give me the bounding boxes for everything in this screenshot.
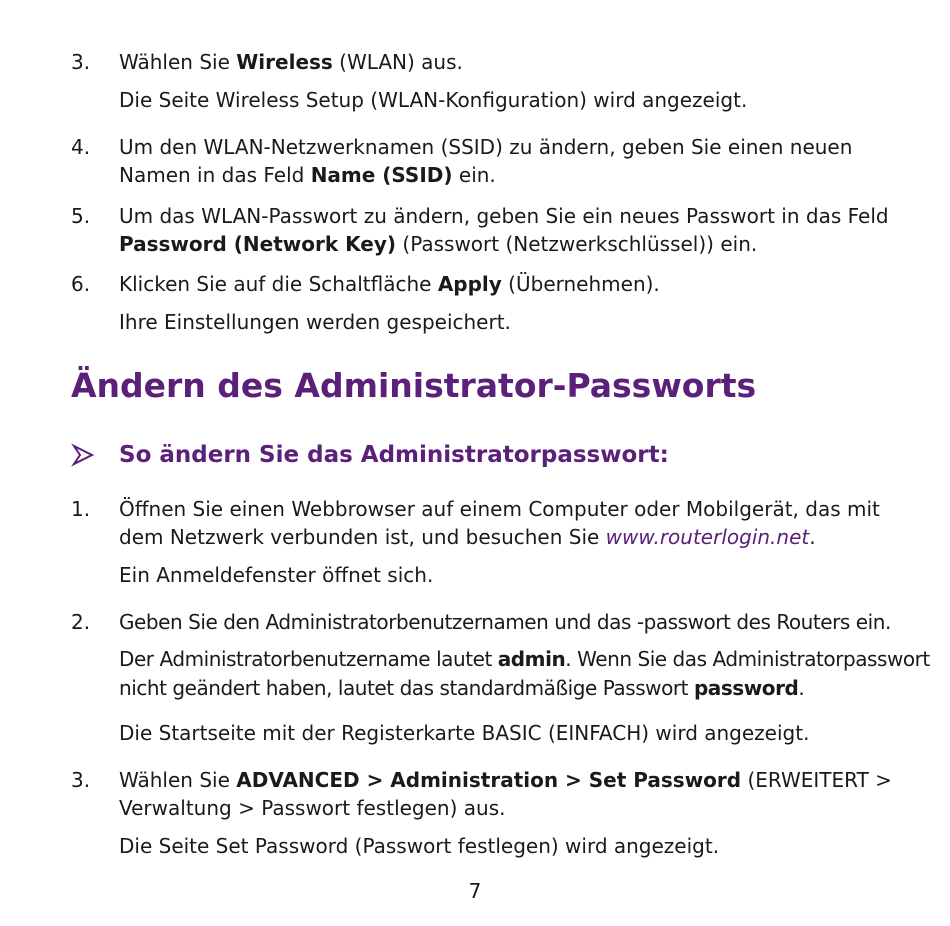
step-number: 1. — [71, 497, 91, 521]
step-text: Wählen Sie ADVANCED > Administration > Set Password (ERWEITERT > — [119, 768, 892, 792]
step-text: Namen in das Feld Name (SSID) ein. — [119, 163, 496, 187]
step-note: Der Administratorbenutzername lautet admin. Wenn Sie das Administratorpasswort — [119, 647, 930, 671]
step-text: Um das WLAN-Passwort zu ändern, geben Sie ein neues Passwort in das Feld — [119, 204, 889, 228]
step-text: Password (Network Key) (Passwort (Netzwerkschlüssel)) ein. — [119, 232, 758, 256]
step-text: Verwaltung > Passwort festlegen) aus. — [119, 796, 506, 820]
step-number: 2. — [71, 610, 91, 634]
step-text: Öffnen Sie einen Webbrowser auf einem Computer oder Mobilgerät, das mit — [119, 497, 880, 521]
step-text: dem Netzwerk verbunden ist, und besuchen Sie www.routerlogin.net. — [119, 525, 816, 549]
step-number: 5. — [71, 204, 91, 228]
step-text: Geben Sie den Administratorbenutzernamen und das -passwort des Routers ein. — [119, 610, 891, 634]
arrowhead-bullet-icon — [71, 443, 95, 467]
step-text: Wählen Sie Wireless (WLAN) aus. — [119, 50, 463, 74]
step-result: Ihre Einstellungen werden gespeichert. — [119, 310, 511, 334]
step-number: 6. — [71, 272, 91, 296]
step-result: Die Seite Set Password (Passwort festlegen) wird angezeigt. — [119, 834, 720, 858]
section-heading: Ändern des Administrator-Passworts — [71, 366, 757, 405]
procedure-heading: So ändern Sie das Administratorpasswort: — [119, 442, 669, 468]
step-note: nicht geändert haben, lautet das standardmäßige Passwort password. — [119, 676, 805, 700]
step-result: Die Seite Wireless Setup (WLAN-Konfiguration) wird angezeigt. — [119, 88, 748, 112]
page-number: 7 — [468, 879, 482, 903]
routerlogin-link[interactable]: www.routerlogin.net — [605, 525, 810, 549]
step-text: Um den WLAN-Netzwerknamen (SSID) zu ändern, geben Sie einen neuen — [119, 135, 853, 159]
step-result: Ein Anmeldefenster öffnet sich. — [119, 563, 434, 587]
step-number: 3. — [71, 50, 91, 74]
step-result: Die Startseite mit der Registerkarte BASIC (EINFACH) wird angezeigt. — [119, 721, 810, 745]
step-text: Klicken Sie auf die Schaltfläche Apply (Übernehmen). — [119, 272, 660, 296]
step-number: 4. — [71, 135, 91, 159]
step-number: 3. — [71, 768, 91, 792]
